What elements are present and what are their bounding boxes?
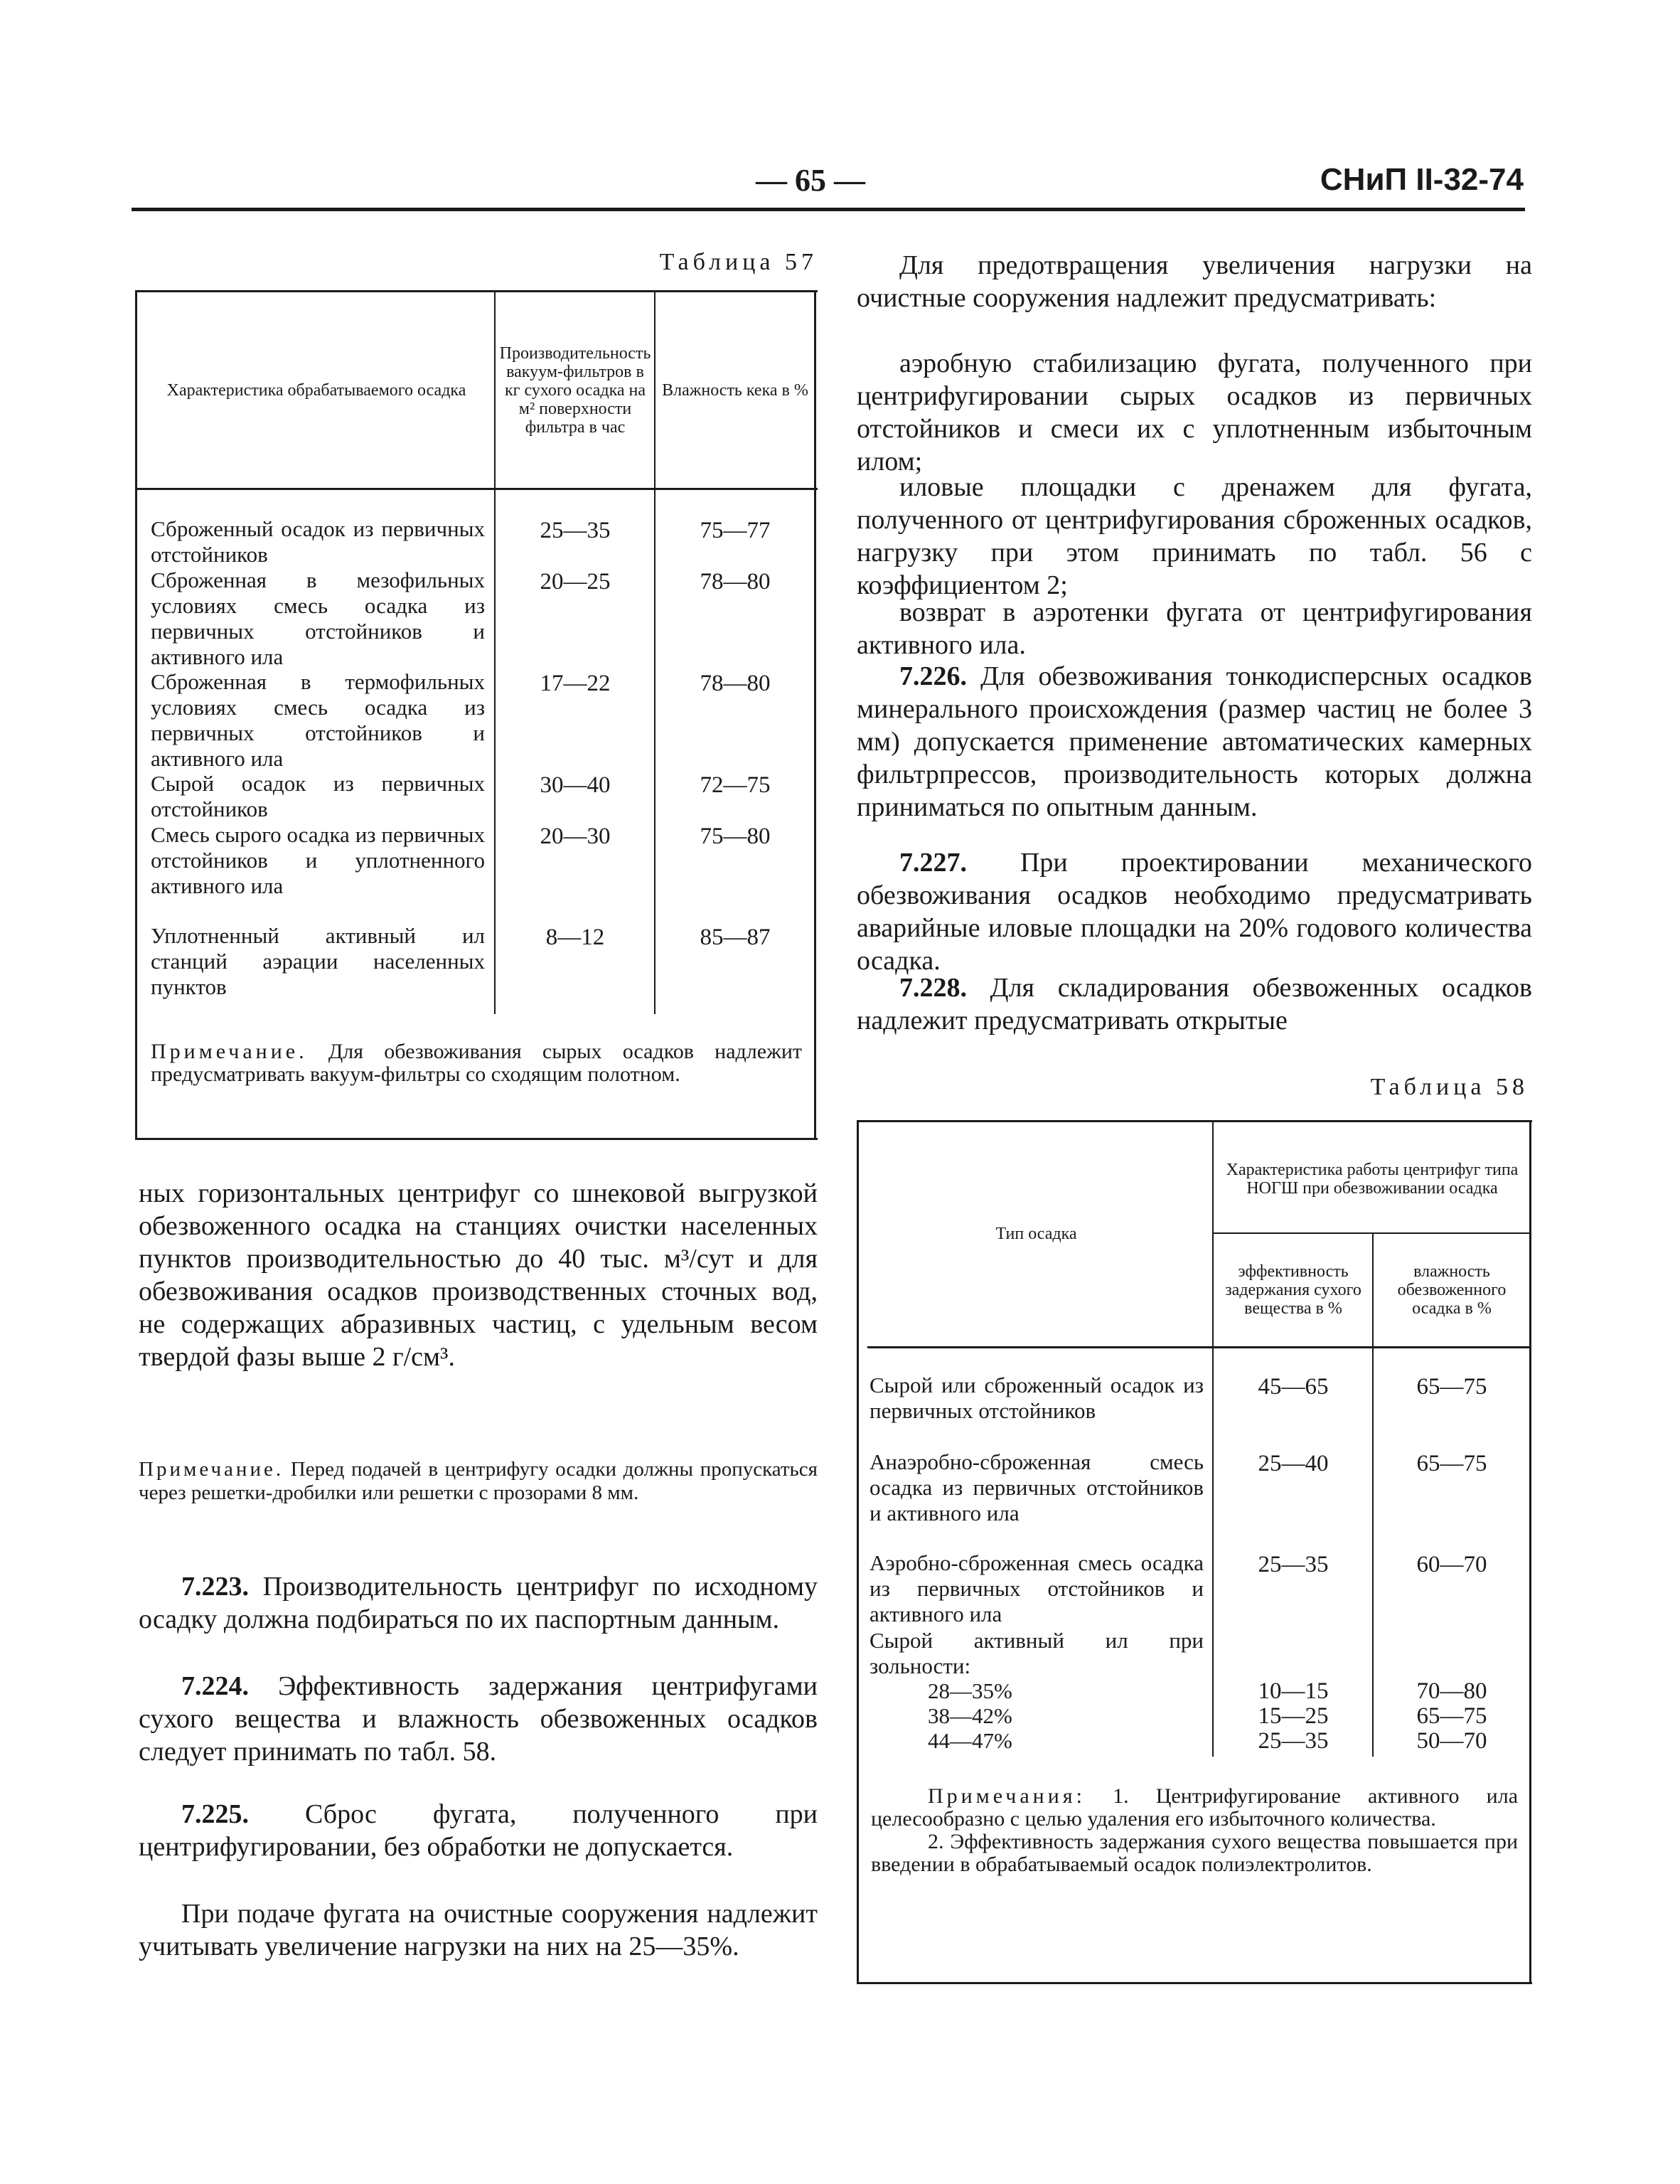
right-item-3-text: возврат в аэротенки фугата от центрифугирования активного ила.	[857, 597, 1532, 660]
table57-row-name: Сброженная в мезофильных условиях смесь осадка из первичных отстойников и активного ила	[151, 568, 485, 669]
table58-row-name: Сырой или сброженный осадок из первичных отстойников	[870, 1373, 1204, 1423]
table57-caption: Таблица 57	[659, 249, 818, 275]
table57-right-border	[814, 290, 816, 1140]
clause-7-224-number: 7.224.	[181, 1671, 249, 1701]
table57-col-divider-2	[654, 290, 656, 1014]
clause-7-225-number: 7.225.	[181, 1799, 249, 1829]
table57-row-productivity: 17—22	[540, 671, 611, 696]
table57-row-humidity: 72—75	[700, 772, 771, 798]
table58-ash-range: 28—35%	[928, 1678, 1012, 1703]
table57-header-characteristic: Характеристика обрабатываемого осадка	[166, 381, 466, 400]
table57-row-name: Смесь сырого осадка из первичных отстойников и уплотненного активного ила	[151, 822, 485, 898]
clause-7-225b-text: При подаче фугата на очистные сооружения надлежит учитывать увеличение нагрузки на них на 25—35%.	[139, 1899, 818, 1961]
table58-row-name: Анаэробно-сброженная смесь осадка из первичных отстойников и активного ила	[870, 1449, 1204, 1525]
clause-7-227-number: 7.227.	[899, 848, 967, 878]
clause-7-223-text: Производительность центрифуг по исходному осадку должна подбираться по их паспортным данным.	[139, 1572, 818, 1634]
table58-note-1	[871, 1785, 1518, 1831]
table58-row-efficiency: 25—40	[1258, 1451, 1329, 1476]
table58-row-humidity: 65—75	[1416, 1374, 1487, 1400]
table58-header-rule	[867, 1346, 1529, 1348]
left-note-text: Перед подачей в центрифугу осадки должны пропускаться через решетки-дробилки или решетки с прозорами 8 мм.	[139, 1458, 818, 1504]
right-item-2-text: иловые площадки с дренажем для фугата, полученного от центрифугирования сброженных осадков, нагрузку при этом принимать по табл. 56 с коэффициентом 2;	[857, 472, 1532, 600]
clause-7-228	[857, 971, 1532, 1037]
table58-col-divider-1	[1212, 1120, 1214, 1757]
right-item-3	[857, 596, 1532, 661]
table58-ash-label: Сырой активный ил при зольности:	[870, 1628, 1204, 1678]
table58-ash-humidity: 50—70	[1416, 1728, 1487, 1754]
table57-row-humidity: 78—80	[700, 671, 771, 696]
table57-row-humidity: 75—80	[700, 824, 771, 849]
table58	[857, 1120, 1532, 1984]
table57-note-label: Примечание.	[151, 1040, 308, 1063]
table57-note-text: Для обезвоживания сырых осадков надлежит предусматривать вакуум-фильтры со сходящим полотном.	[151, 1040, 802, 1086]
table58-col-divider-2	[1372, 1232, 1374, 1757]
table58-note-1-text: 1. Центрифугирование активного ила целесообразно с целью удаления его избыточного количества.	[871, 1784, 1519, 1831]
table57-row-productivity: 20—25	[540, 569, 611, 595]
table57-row-humidity: 75—77	[700, 518, 771, 543]
table58-header-humidity: влажность обезвоженного осадка в %	[1397, 1262, 1507, 1318]
left-paragraph-centrifuges: ных горизонтальных центрифуг со шнековой выгрузкой обезвоженного осадка на станциях очистки населенных пунктов производительностью до 40 тыс. м³/сут и для обезвоживания осадков производственных сточных вод, не содержащих абразивных частиц, с удельным весом твердой фазы выше 2 г/см³.	[139, 1178, 818, 1372]
clause-7-224	[139, 1670, 818, 1768]
table57-row-humidity: 78—80	[700, 569, 771, 595]
right-intro	[857, 249, 1532, 314]
table57-header-humidity: Влажность кека в %	[662, 381, 808, 400]
table58-ash-humidity: 70—80	[1416, 1678, 1487, 1704]
left-note	[139, 1458, 818, 1505]
table58-ash-range: 38—42%	[928, 1703, 1012, 1728]
clause-7-223-number: 7.223.	[181, 1572, 249, 1602]
table57-left-border	[135, 290, 137, 1140]
table57-top-border	[135, 290, 818, 292]
clause-7-225	[139, 1798, 818, 1863]
table58-group-rule	[1212, 1232, 1529, 1234]
clause-7-225-continued	[139, 1897, 818, 1963]
right-item-2	[857, 471, 1532, 602]
table58-ash-efficiency: 25—35	[1258, 1728, 1329, 1754]
table57-col-divider-1	[494, 290, 496, 1014]
left-note-label: Примечание.	[139, 1458, 284, 1481]
table57-row-productivity: 20—30	[540, 824, 611, 849]
table58-ash-efficiency: 15—25	[1258, 1703, 1329, 1729]
table58-ash-range: 44—47%	[928, 1728, 1012, 1753]
table58-row-name: Аэробно-сброженная смесь осадка из первичных отстойников и активного ила	[870, 1550, 1204, 1626]
clause-7-228-number: 7.228.	[899, 973, 967, 1003]
right-item-1-text: аэробную стабилизацию фугата, полученного при центрифугировании сырых осадков из первичных отстойников и смеси их с уплотненным избыточным илом;	[857, 348, 1532, 476]
clause-7-225-text: Сброс фугата, полученного при центрифугировании, без обработки не допускается.	[139, 1799, 818, 1862]
clause-7-223	[139, 1570, 818, 1636]
table58-ash-humidity: 65—75	[1416, 1703, 1487, 1729]
table57-row-productivity: 8—12	[545, 925, 605, 950]
clause-7-228-text: Для складирования обезвоженных осадков надлежит предусматривать открытые	[857, 973, 1532, 1035]
clause-7-224-text: Эффективность задержания центрифугами сухого вещества и влажность обезвоженных осадков следует принимать по табл. 58.	[139, 1671, 818, 1767]
clause-7-227-text: При проектировании механического обезвоживания осадков необходимо предусматривать аварийные иловые площадки на 20% годового количества осадка.	[857, 848, 1533, 976]
clause-7-226	[857, 660, 1532, 824]
table58-header-group: Характеристика работы центрифуг типа НОГШ при обезвоживании осадка	[1226, 1160, 1519, 1198]
page-number: — 65 —	[756, 163, 865, 198]
table57-row-productivity: 25—35	[540, 518, 611, 543]
table57-note	[151, 1040, 802, 1086]
table58-notes-label: Примечания:	[928, 1784, 1086, 1808]
table57-row-name: Сброженная в термофильных условиях смесь осадка из первичных отстойников и активного ила	[151, 669, 485, 771]
table57-bottom-border	[135, 1138, 818, 1140]
table58-note-2: 2. Эффективность задержания сухого вещества повышается при введении в обрабатываемый осадок полиэлектролитов.	[871, 1830, 1518, 1876]
table57-row-name: Уплотненный активный ил станций аэрации населенных пунктов	[151, 923, 485, 999]
table57	[135, 290, 818, 1140]
table58-row-humidity: 65—75	[1416, 1451, 1487, 1476]
table58-header-type: Тип осадка	[995, 1225, 1077, 1243]
table58-notes	[871, 1785, 1518, 1876]
table58-row-efficiency: 25—35	[1258, 1552, 1329, 1577]
table58-caption: Таблица 58	[1370, 1074, 1529, 1100]
table58-ash-efficiency: 10—15	[1258, 1678, 1329, 1704]
table58-left-border	[857, 1120, 859, 1984]
table57-row-name: Сброженный осадок из первичных отстойников	[151, 516, 485, 567]
table58-header-efficiency: эффективность задержания сухого вещества в %	[1225, 1262, 1361, 1318]
header-rule	[132, 208, 1525, 211]
table58-top-border	[857, 1120, 1532, 1122]
table57-header-productivity: Производительность вакуум-фильтров в кг сухого осадка на м² поверхности фильтра в час	[499, 344, 651, 437]
right-item-1	[857, 347, 1532, 478]
clause-7-226-text: Для обезвоживания тонкодисперсных осадков минерального происхождения (размер частиц не более 3 мм) допускается применение автоматических камерных фильтрпрессов, производительность которых должна приниматься по опытным данным.	[857, 661, 1532, 822]
document-code: СНиП II-32-74	[1320, 162, 1524, 197]
right-intro-text: Для предотвращения увеличения нагрузки на очистные сооружения надлежит предусматривать:	[857, 250, 1532, 313]
table58-bottom-border	[857, 1982, 1532, 1984]
table57-header-rule	[135, 488, 818, 490]
table58-row-humidity: 60—70	[1416, 1552, 1487, 1577]
table58-right-border	[1529, 1120, 1531, 1984]
clause-7-226-number: 7.226.	[899, 661, 967, 691]
table57-row-productivity: 30—40	[540, 772, 611, 798]
clause-7-227	[857, 846, 1532, 977]
table57-row-humidity: 85—87	[700, 925, 771, 950]
table57-row-name: Сырой осадок из первичных отстойников	[151, 771, 485, 821]
table58-row-efficiency: 45—65	[1258, 1374, 1329, 1400]
